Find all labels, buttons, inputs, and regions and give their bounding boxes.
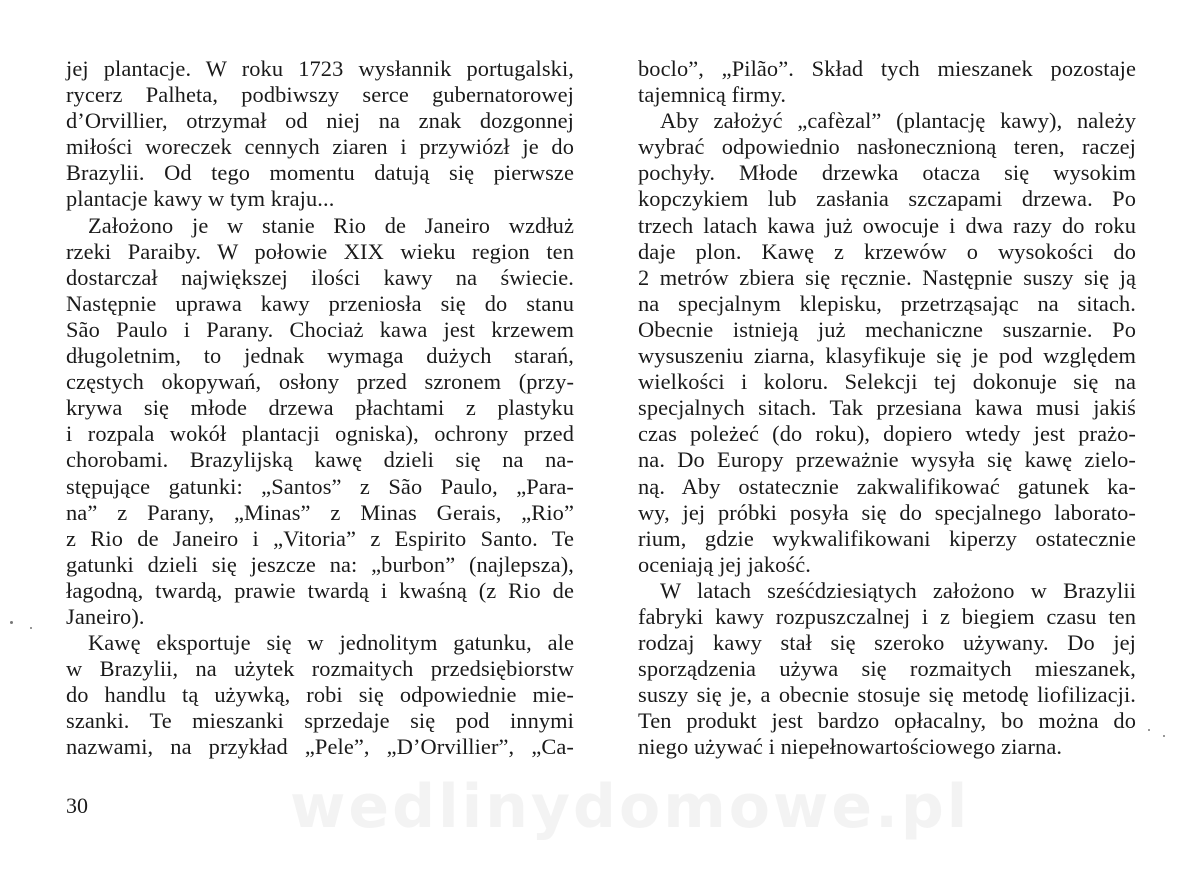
text-line: szanki. Te mieszanki sprzedaje się pod innymi — [66, 708, 574, 734]
text-line: pochyły. Młode drzewka otacza się wysokim — [638, 160, 1136, 186]
text-line: oceniają jej jakość. — [638, 551, 811, 577]
text-line: rium, gdzie wykwalifikowani kiperzy ostatecznie — [638, 525, 1136, 551]
text-line: częstych okopywań, osłony przed szronem (przy- — [66, 369, 574, 395]
scan-speck — [10, 621, 13, 624]
text-line: Założono je w stanie Rio de Janeiro wzdłuż — [88, 212, 574, 238]
text-line: suszy się je, a obecnie stosuje się metodę liofilizacji. — [638, 682, 1136, 708]
scan-speck — [1148, 729, 1150, 731]
text-line: Następnie uprawa kawy przeniosła się do stanu — [66, 290, 574, 316]
text-line: specjalnych sitach. Tak przesiana kawa musi jakiś — [638, 395, 1136, 421]
text-line: 2 metrów zbiera się ręcznie. Następnie suszy się ją — [638, 264, 1136, 290]
text-line: Kawę eksportuje się w jednolitym gatunku, ale — [88, 630, 574, 656]
text-line: W latach sześćdziesiątych założono w Brazylii — [660, 577, 1136, 603]
text-line: wysuszeniu ziarna, klasyfikuje się je pod względem — [638, 343, 1136, 369]
text-line: niego używać i niepełnowartościowego ziarna. — [638, 734, 1063, 760]
text-line: dostarczał największej ilości kawy na świecie. — [66, 264, 574, 290]
text-line: rzeki Paraiby. W połowie XIX wieku region ten — [66, 238, 574, 264]
text-line: sporządzenia używa się rozmaitych mieszanek, — [638, 656, 1136, 682]
text-line: boclo”, „Pilão”. Skład tych mieszanek pozostaje — [638, 56, 1136, 81]
text-line: rodzaj kawy stał się szeroko używany. Do jej — [638, 630, 1136, 656]
left-text-column — [66, 56, 574, 761]
text-line: do handlu tą używką, robi się odpowiednie mie- — [66, 682, 574, 708]
text-line: wy, jej próbki posyła się do specjalnego laborato- — [638, 499, 1136, 525]
text-line: chorobami. Brazylijską kawę dzieli się na na- — [66, 447, 574, 473]
text-line: trzech latach kawa już owocuje i dwa razy do roku — [638, 212, 1136, 238]
text-line: na specjalnym klepisku, przetrząsając na sitach. — [638, 290, 1136, 316]
text-line: stępujące gatunki: „Santos” z São Paulo, „Para- — [66, 473, 574, 499]
text-line: na. Do Europy przeważnie wysyła się kawę zielo- — [638, 447, 1136, 473]
text-line: czas poleżeć (do roku), dopiero wtedy jest prażo- — [638, 421, 1136, 447]
text-line: krywa się młode drzewa płachtami z plastyku — [66, 395, 574, 421]
text-line: Janeiro). — [66, 603, 145, 629]
text-line: gatunki dzieli się jeszcze na: „burbon” (najlepsza), — [66, 551, 574, 577]
text-line: rycerz Palheta, podbiwszy serce gubernatorowej — [66, 82, 574, 108]
text-line: kopczykiem lub zasłania szczapami drzewa. Po — [638, 186, 1136, 212]
text-line: ną. Aby ostatecznie zakwalifikować gatunek ka- — [638, 473, 1136, 499]
text-line: wielkości i koloru. Selekcji tej dokonuje się na — [638, 369, 1136, 395]
text-line: łagodną, twardą, prawie twardą i kwaśną (z Rio de — [66, 577, 574, 603]
text-line: plantacje kawy w tym kraju... — [66, 186, 335, 212]
text-line: tajemnicą firmy. — [638, 82, 787, 108]
text-line: d’Orvillier, otrzymał od niej na znak dozgonnej — [66, 108, 574, 134]
text-line: na” z Parany, „Minas” z Minas Gerais, „Rio” — [66, 499, 574, 525]
text-line: Brazylii. Od tego momentu datują się pierwsze — [66, 160, 574, 186]
watermark: wedlinydomowe.pl — [290, 772, 971, 842]
text-line: w Brazylii, na użytek rozmaitych przedsiębiorstw — [66, 656, 574, 682]
text-line: długoletnim, to jednak wymaga dużych starań, — [66, 343, 574, 369]
text-line: daje plon. Kawę z krzewów o wysokości do — [638, 238, 1136, 264]
scan-speck — [1163, 735, 1165, 737]
text-line: fabryki kawy rozpuszczalnej i z biegiem czasu ten — [638, 603, 1136, 629]
right-text-column — [638, 56, 1136, 761]
text-line: São Paulo i Parany. Chociaż kawa jest krzewem — [66, 316, 574, 342]
text-line: jej plantacje. W roku 1723 wysłannik portugalski, — [66, 56, 574, 81]
text-line: Ten produkt jest bardzo opłacalny, bo można do — [638, 708, 1136, 734]
text-line: i rozpala wokół plantacji ogniska), ochrony przed — [66, 421, 574, 447]
text-line: Obecnie istnieją już mechaniczne suszarnie. Po — [638, 316, 1136, 342]
text-line: Aby założyć „cafèzal” (plantację kawy), należy — [660, 108, 1136, 134]
text-line: miłości woreczek cennych ziaren i przywiózł je do — [66, 134, 574, 160]
scan-speck — [30, 627, 32, 629]
page-number: 30 — [66, 793, 88, 818]
text-line: z Rio de Janeiro i „Vitoria” z Espirito Santo. Te — [66, 525, 574, 551]
text-line: wybrać odpowiednio nasłonecznioną teren, raczej — [638, 134, 1136, 160]
text-line: nazwami, na przykład „Pele”, „D’Orvillier”, „Ca- — [66, 734, 574, 760]
